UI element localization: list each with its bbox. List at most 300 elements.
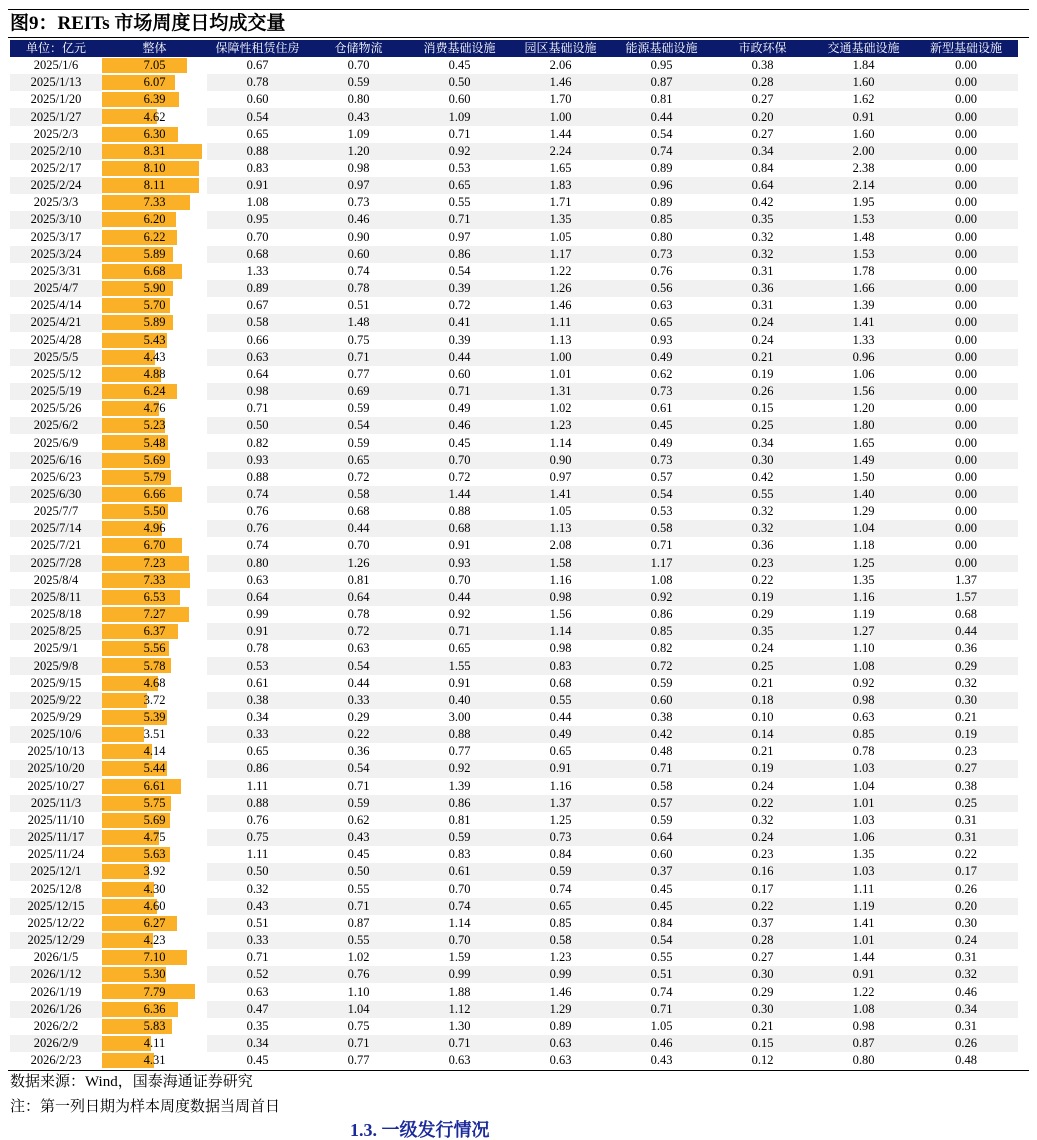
value-cell: 0.59 (409, 829, 510, 846)
date-cell: 2026/1/26 (10, 1001, 102, 1018)
value-cell: 0.49 (611, 349, 712, 366)
value-cell: 0.26 (914, 1035, 1018, 1052)
value-cell: 0.85 (510, 915, 611, 932)
value-cell: 0.76 (308, 966, 409, 983)
value-cell: 0.67 (207, 297, 308, 314)
value-cell: 0.38 (914, 778, 1018, 795)
value-cell: 1.09 (409, 108, 510, 125)
value-cell: 0.77 (308, 1052, 409, 1069)
value-cell: 0.72 (409, 469, 510, 486)
value-cell: 0.00 (914, 349, 1018, 366)
table-row (10, 400, 1018, 417)
value-cell: 1.11 (207, 778, 308, 795)
value-cell: 0.65 (207, 126, 308, 143)
value-cell: 0.89 (611, 160, 712, 177)
value-cell: 0.99 (207, 606, 308, 623)
value-cell: 0.17 (712, 881, 813, 898)
value-cell: 0.32 (712, 503, 813, 520)
column-header: 交通基础设施 (813, 40, 914, 57)
value-cell: 0.83 (409, 846, 510, 863)
value-cell: 0.65 (207, 743, 308, 760)
value-cell: 0.54 (308, 657, 409, 674)
value-cell: 0.17 (914, 863, 1018, 880)
total-volume-value: 5.63 (143, 847, 166, 862)
value-cell: 0.71 (611, 537, 712, 554)
value-cell: 0.58 (207, 314, 308, 331)
value-cell: 2.14 (813, 177, 914, 194)
date-cell: 2025/9/22 (10, 692, 102, 709)
date-cell: 2025/2/24 (10, 177, 102, 194)
total-volume-bar (102, 864, 149, 879)
date-cell: 2025/12/1 (10, 863, 102, 880)
value-cell: 0.98 (813, 1018, 914, 1035)
date-cell: 2025/1/13 (10, 74, 102, 91)
table-row (10, 469, 1018, 486)
value-cell: 0.27 (914, 760, 1018, 777)
total-volume-value: 6.61 (143, 778, 166, 793)
value-cell: 0.30 (712, 966, 813, 983)
total-bar-cell (102, 812, 207, 829)
total-bar-cell (102, 640, 207, 657)
value-cell: 0.36 (914, 640, 1018, 657)
total-volume-value: 7.23 (143, 555, 166, 570)
table-row (10, 812, 1018, 829)
value-cell: 1.03 (813, 812, 914, 829)
total-volume-value: 7.79 (143, 984, 166, 999)
table-row (10, 726, 1018, 743)
total-volume-value: 6.66 (143, 486, 166, 501)
value-cell: 0.58 (611, 520, 712, 537)
value-cell: 0.00 (914, 537, 1018, 554)
value-cell: 1.56 (813, 383, 914, 400)
value-cell: 0.00 (914, 400, 1018, 417)
total-volume-value: 5.78 (143, 658, 166, 673)
value-cell: 0.70 (409, 572, 510, 589)
table-row (10, 983, 1018, 1000)
total-volume-value: 6.22 (143, 229, 166, 244)
value-cell: 1.70 (510, 91, 611, 108)
total-volume-bar (102, 264, 182, 279)
total-bar-cell (102, 863, 207, 880)
value-cell: 0.14 (712, 726, 813, 743)
value-cell: 1.88 (409, 983, 510, 1000)
value-cell: 0.74 (207, 486, 308, 503)
value-cell: 0.25 (712, 657, 813, 674)
value-cell: 3.00 (409, 709, 510, 726)
value-cell: 0.88 (207, 795, 308, 812)
date-cell: 2026/1/5 (10, 949, 102, 966)
total-volume-value: 7.33 (143, 572, 166, 587)
value-cell: 0.44 (409, 349, 510, 366)
table-row (10, 760, 1018, 777)
table-row (10, 417, 1018, 434)
total-bar-cell (102, 572, 207, 589)
value-cell: 1.04 (813, 778, 914, 795)
value-cell: 0.76 (611, 263, 712, 280)
value-cell: 1.40 (813, 486, 914, 503)
date-cell: 2025/5/5 (10, 349, 102, 366)
value-cell: 0.84 (510, 846, 611, 863)
total-volume-value: 7.10 (143, 950, 166, 965)
value-cell: 0.00 (914, 383, 1018, 400)
value-cell: 0.72 (409, 297, 510, 314)
total-bar-cell (102, 349, 207, 366)
value-cell: 0.23 (712, 846, 813, 863)
value-cell: 2.38 (813, 160, 914, 177)
table-row (10, 486, 1018, 503)
value-cell: 0.45 (611, 881, 712, 898)
date-cell: 2025/4/28 (10, 332, 102, 349)
value-cell: 0.98 (510, 640, 611, 657)
value-cell: 0.70 (409, 452, 510, 469)
total-volume-value: 4.11 (143, 1035, 166, 1050)
value-cell: 1.01 (510, 366, 611, 383)
total-volume-value: 6.53 (143, 589, 166, 604)
value-cell: 0.51 (207, 915, 308, 932)
value-cell: 0.96 (611, 177, 712, 194)
value-cell: 0.00 (914, 194, 1018, 211)
footnote: 注：第一列日期为样本周度数据当周首日 (10, 1099, 281, 1115)
table-header-row (10, 40, 1018, 57)
value-cell: 1.83 (510, 177, 611, 194)
value-cell: 1.14 (409, 915, 510, 932)
date-cell: 2025/9/1 (10, 640, 102, 657)
value-cell: 0.74 (409, 898, 510, 915)
total-volume-value: 6.20 (143, 212, 166, 227)
value-cell: 1.11 (813, 881, 914, 898)
value-cell: 0.91 (813, 108, 914, 125)
value-cell: 1.56 (510, 606, 611, 623)
total-bar-cell (102, 229, 207, 246)
value-cell: 1.46 (510, 297, 611, 314)
value-cell: 1.05 (611, 1018, 712, 1035)
value-cell: 1.20 (308, 143, 409, 160)
total-bar-cell (102, 778, 207, 795)
date-cell: 2025/3/31 (10, 263, 102, 280)
value-cell: 0.74 (611, 143, 712, 160)
value-cell: 0.43 (207, 898, 308, 915)
value-cell: 0.65 (308, 452, 409, 469)
column-header: 能源基础设施 (611, 40, 712, 57)
value-cell: 0.82 (611, 640, 712, 657)
value-cell: 0.60 (308, 246, 409, 263)
value-cell: 0.29 (914, 657, 1018, 674)
value-cell: 0.33 (308, 692, 409, 709)
value-cell: 0.12 (712, 1052, 813, 1069)
value-cell: 0.98 (510, 589, 611, 606)
value-cell: 1.65 (813, 434, 914, 451)
value-cell: 0.25 (914, 795, 1018, 812)
value-cell: 0.65 (510, 743, 611, 760)
value-cell: 1.95 (813, 194, 914, 211)
value-cell: 0.72 (308, 469, 409, 486)
date-cell: 2025/6/23 (10, 469, 102, 486)
value-cell: 1.18 (813, 537, 914, 554)
table-row (10, 57, 1018, 74)
value-cell: 0.61 (611, 400, 712, 417)
value-cell: 0.45 (409, 57, 510, 74)
table-row (10, 383, 1018, 400)
total-bar-cell (102, 606, 207, 623)
table-row (10, 1001, 1018, 1018)
total-volume-value: 5.48 (143, 435, 166, 450)
value-cell: 0.97 (510, 469, 611, 486)
value-cell: 0.32 (712, 520, 813, 537)
total-bar-cell (102, 898, 207, 915)
total-bar-cell (102, 1052, 207, 1069)
value-cell: 0.90 (308, 229, 409, 246)
value-cell: 1.02 (510, 400, 611, 417)
total-bar-cell (102, 743, 207, 760)
total-bar-cell (102, 108, 207, 125)
reits-volume-table (10, 40, 1018, 1069)
value-cell: 0.16 (712, 863, 813, 880)
value-cell: 0.30 (712, 452, 813, 469)
total-bar-cell (102, 143, 207, 160)
value-cell: 0.98 (813, 692, 914, 709)
value-cell: 0.10 (712, 709, 813, 726)
value-cell: 0.43 (611, 1052, 712, 1069)
value-cell: 0.89 (510, 1018, 611, 1035)
value-cell: 0.95 (207, 211, 308, 228)
value-cell: 1.14 (510, 434, 611, 451)
value-cell: 0.80 (308, 91, 409, 108)
table-row (10, 366, 1018, 383)
table-row (10, 709, 1018, 726)
value-cell: 0.75 (207, 829, 308, 846)
value-cell: 0.99 (409, 966, 510, 983)
date-cell: 2025/8/25 (10, 623, 102, 640)
total-bar-cell (102, 383, 207, 400)
value-cell: 0.50 (207, 863, 308, 880)
date-cell: 2025/11/3 (10, 795, 102, 812)
value-cell: 0.61 (409, 863, 510, 880)
value-cell: 1.11 (510, 314, 611, 331)
value-cell: 0.33 (207, 932, 308, 949)
total-bar-cell (102, 74, 207, 91)
value-cell: 0.29 (308, 709, 409, 726)
value-cell: 0.68 (308, 503, 409, 520)
value-cell: 0.00 (914, 486, 1018, 503)
value-cell: 0.34 (712, 143, 813, 160)
value-cell: 0.74 (207, 537, 308, 554)
value-cell: 0.54 (207, 108, 308, 125)
table-row (10, 349, 1018, 366)
value-cell: 0.22 (308, 726, 409, 743)
value-cell: 0.28 (712, 932, 813, 949)
column-header: 整体 (102, 40, 207, 57)
value-cell: 1.80 (813, 417, 914, 434)
value-cell: 0.28 (712, 74, 813, 91)
total-bar-cell (102, 486, 207, 503)
value-cell: 1.44 (409, 486, 510, 503)
value-cell: 1.11 (207, 846, 308, 863)
date-cell: 2025/7/14 (10, 520, 102, 537)
value-cell: 1.01 (813, 932, 914, 949)
date-cell: 2025/1/20 (10, 91, 102, 108)
date-cell: 2025/9/15 (10, 675, 102, 692)
value-cell: 0.66 (207, 332, 308, 349)
value-cell: 1.29 (510, 1001, 611, 1018)
value-cell: 0.92 (409, 760, 510, 777)
value-cell: 0.77 (308, 366, 409, 383)
total-bar-cell (102, 434, 207, 451)
value-cell: 1.19 (813, 898, 914, 915)
total-bar-cell (102, 1018, 207, 1035)
date-cell: 2026/2/2 (10, 1018, 102, 1035)
value-cell: 0.24 (712, 332, 813, 349)
value-cell: 1.08 (813, 1001, 914, 1018)
total-volume-value: 4.14 (143, 744, 166, 759)
date-cell: 2025/10/6 (10, 726, 102, 743)
value-cell: 0.74 (611, 983, 712, 1000)
value-cell: 0.24 (712, 640, 813, 657)
value-cell: 0.39 (409, 332, 510, 349)
value-cell: 0.92 (409, 606, 510, 623)
value-cell: 2.00 (813, 143, 914, 160)
total-bar-cell (102, 57, 207, 74)
value-cell: 1.16 (510, 572, 611, 589)
value-cell: 0.45 (207, 1052, 308, 1069)
date-cell: 2025/8/18 (10, 606, 102, 623)
total-volume-bar (102, 727, 144, 742)
value-cell: 0.73 (510, 829, 611, 846)
value-cell: 0.88 (207, 469, 308, 486)
value-cell: 0.19 (712, 760, 813, 777)
total-bar-cell (102, 829, 207, 846)
table-row (10, 74, 1018, 91)
total-bar-cell (102, 709, 207, 726)
total-bar-cell (102, 194, 207, 211)
value-cell: 0.22 (712, 795, 813, 812)
value-cell: 0.86 (611, 606, 712, 623)
value-cell: 0.71 (409, 126, 510, 143)
table-row (10, 177, 1018, 194)
total-bar-cell (102, 366, 207, 383)
value-cell: 0.71 (409, 623, 510, 640)
value-cell: 0.29 (712, 983, 813, 1000)
total-volume-value: 5.44 (143, 761, 166, 776)
value-cell: 0.50 (308, 863, 409, 880)
value-cell: 0.80 (813, 1052, 914, 1069)
value-cell: 0.32 (712, 246, 813, 263)
value-cell: 0.22 (712, 572, 813, 589)
value-cell: 1.78 (813, 263, 914, 280)
total-volume-value: 5.89 (143, 315, 166, 330)
total-volume-value: 5.69 (143, 812, 166, 827)
value-cell: 0.95 (611, 57, 712, 74)
value-cell: 0.64 (207, 589, 308, 606)
total-volume-value: 5.79 (143, 469, 166, 484)
value-cell: 0.49 (510, 726, 611, 743)
table-row (10, 520, 1018, 537)
total-volume-value: 4.96 (143, 521, 166, 536)
total-volume-value: 5.75 (143, 795, 166, 810)
value-cell: 0.44 (308, 675, 409, 692)
table-row (10, 332, 1018, 349)
value-cell: 0.59 (308, 795, 409, 812)
table-row (10, 246, 1018, 263)
value-cell: 0.54 (409, 263, 510, 280)
value-cell: 0.36 (308, 743, 409, 760)
value-cell: 0.00 (914, 452, 1018, 469)
value-cell: 0.85 (813, 726, 914, 743)
date-cell: 2025/5/19 (10, 383, 102, 400)
total-volume-value: 4.43 (143, 349, 166, 364)
value-cell: 1.41 (813, 915, 914, 932)
total-bar-cell (102, 469, 207, 486)
value-cell: 1.37 (510, 795, 611, 812)
total-bar-cell (102, 280, 207, 297)
date-cell: 2025/7/7 (10, 503, 102, 520)
total-bar-cell (102, 91, 207, 108)
table-row (10, 160, 1018, 177)
value-cell: 1.05 (510, 229, 611, 246)
value-cell: 0.00 (914, 57, 1018, 74)
value-cell: 0.74 (308, 263, 409, 280)
total-volume-value: 6.07 (143, 75, 166, 90)
date-cell: 2025/12/15 (10, 898, 102, 915)
total-bar-cell (102, 537, 207, 554)
table-row (10, 863, 1018, 880)
value-cell: 0.00 (914, 417, 1018, 434)
value-cell: 1.58 (510, 555, 611, 572)
total-volume-value: 4.76 (143, 401, 166, 416)
value-cell: 0.35 (712, 211, 813, 228)
total-volume-value: 6.39 (143, 92, 166, 107)
total-bar-cell (102, 589, 207, 606)
value-cell: 0.00 (914, 520, 1018, 537)
value-cell: 2.24 (510, 143, 611, 160)
value-cell: 0.30 (712, 1001, 813, 1018)
value-cell: 0.23 (712, 555, 813, 572)
value-cell: 0.54 (308, 417, 409, 434)
bottom-rule (8, 1070, 1029, 1071)
value-cell: 0.78 (308, 606, 409, 623)
value-cell: 0.00 (914, 246, 1018, 263)
value-cell: 0.21 (712, 349, 813, 366)
column-header: 市政环保 (712, 40, 813, 57)
table-row (10, 657, 1018, 674)
value-cell: 2.08 (510, 537, 611, 554)
value-cell: 0.71 (611, 760, 712, 777)
value-cell: 0.76 (207, 812, 308, 829)
value-cell: 0.76 (207, 503, 308, 520)
value-cell: 0.70 (308, 57, 409, 74)
value-cell: 1.35 (813, 846, 914, 863)
value-cell: 0.86 (207, 760, 308, 777)
date-cell: 2026/2/23 (10, 1052, 102, 1069)
value-cell: 0.71 (409, 383, 510, 400)
value-cell: 0.27 (712, 949, 813, 966)
value-cell: 0.50 (207, 417, 308, 434)
value-cell: 1.08 (207, 194, 308, 211)
value-cell: 1.25 (813, 555, 914, 572)
value-cell: 0.71 (611, 1001, 712, 1018)
value-cell: 0.31 (712, 263, 813, 280)
value-cell: 1.04 (813, 520, 914, 537)
total-bar-cell (102, 881, 207, 898)
value-cell: 0.54 (611, 126, 712, 143)
total-volume-bar (102, 624, 178, 639)
value-cell: 1.12 (409, 1001, 510, 1018)
total-bar-cell (102, 966, 207, 983)
value-cell: 0.19 (712, 366, 813, 383)
value-cell: 0.98 (207, 383, 308, 400)
table-row (10, 108, 1018, 125)
total-bar-cell (102, 983, 207, 1000)
value-cell: 0.68 (510, 675, 611, 692)
